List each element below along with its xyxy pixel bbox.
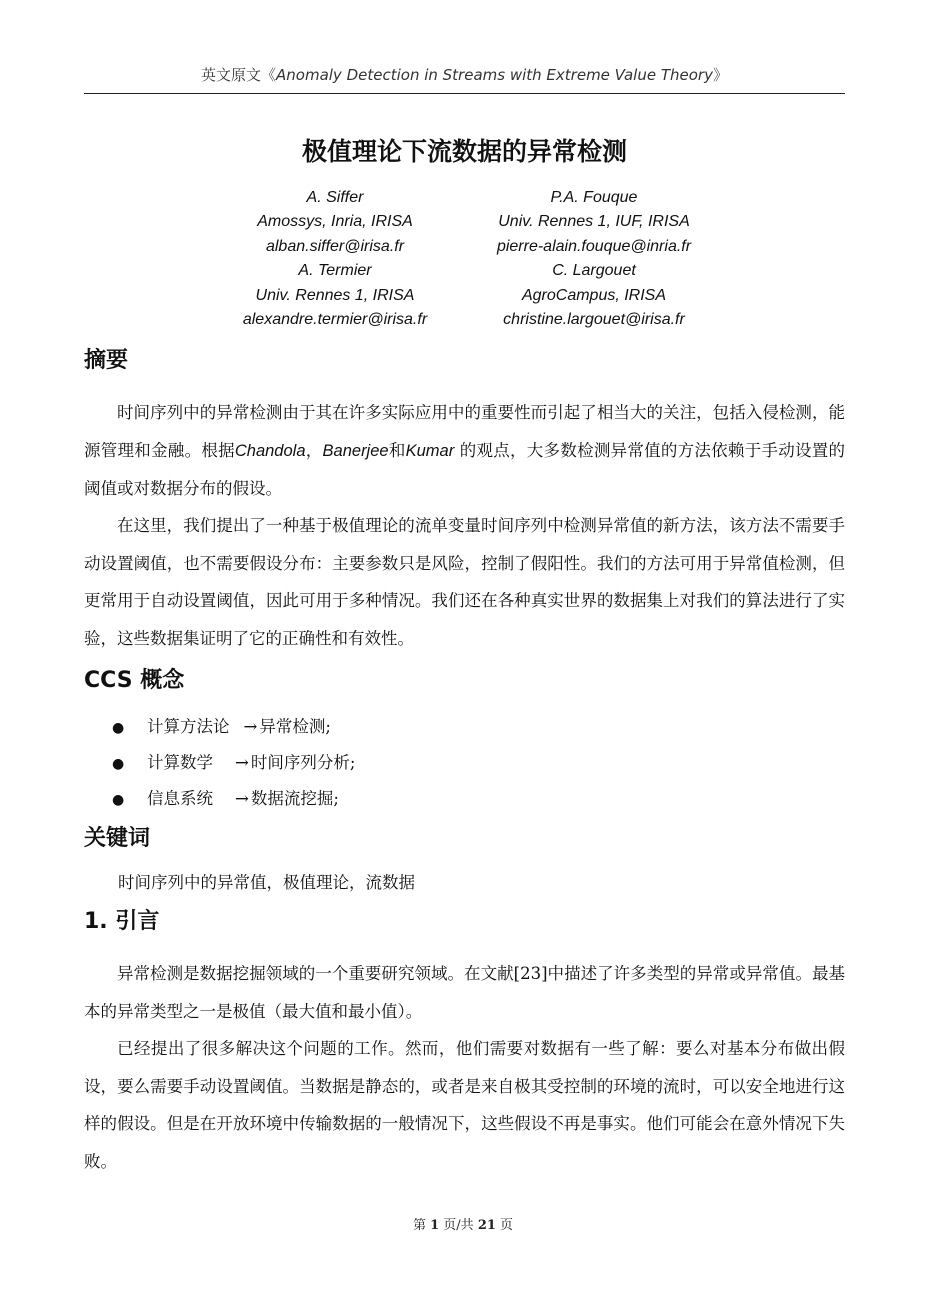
bullet-icon: ● [112,720,125,736]
keywords-heading: 关键词 [84,826,151,851]
intro-paragraph-2: 已经提出了很多解决这个问题的工作。然而，他们需要对数据有一些了解：要么对基本分布做出假设，要么需要手动设置阈值。当数据是静态的，或者是来自极其受控制的环境的流时，可以安全地进行这样的假设。但是在开放环境中传输数据的一般情况下，这些假设不再是事实。他们可能会在意外情况下失败。 [84,1039,845,1171]
author-name: C. Largouet [552,262,636,280]
abstract-heading: 摘要 [84,348,129,373]
author-affiliation: Univ. Rennes 1, IUF, IRISA [498,213,690,231]
author-column-right [475,186,713,332]
abstract-paragraph-1: 时间序列中的异常检测由于其在许多实际应用中的重要性而引起了相当大的关注，包括入侵检测，能源管理和金融。根据Chandola，Banerjee和Kumar 的观点，大多数检测异常值的方法依赖于手动设置的阈值或对数据分布的假设。 [84,403,846,498]
author-affiliation: AgroCampus, IRISA [521,286,667,304]
author-name: P.A. Fouque [550,189,638,206]
author-email: pierre-alain.fouque@inria.fr [496,237,692,255]
bullet-icon: ● [112,792,125,808]
header-rule [84,93,845,94]
abstract-paragraph-2: 在这里，我们提出了一种基于极值理论的流单变量时间序列中检测异常值的新方法，该方法不需要手动设置阈值，也不需要假设分布：主要参数只是风险，控制了假阳性。我们的方法可用于异常值检测，但更常用于自动设置阈值，因此可用于多种情况。我们还在各种真实世界的数据集上对我们的算法进行了实验，这些数据集证明了它的正确性和有效性。 [84,516,845,648]
author-name: A. Siffer [306,189,364,206]
page-total: 21 [477,1218,496,1233]
ccs-item: ● 计算方法论 → 异常检测; [112,717,331,736]
author-email: alexandre.termier@irisa.fr [242,311,428,329]
author-ref: Kumar [405,441,455,460]
original-title: Anomaly Detection in Streams with Extreme Value Theory [276,66,713,84]
arrow-icon: → [243,717,258,736]
paper-title: 极值理论下流数据的异常检测 [301,137,627,166]
author-email: christine.largouet@irisa.fr [503,311,685,329]
bullet-icon: ● [112,756,125,772]
intro-paragraph-1: 异常检测是数据挖掘领域的一个重要研究领域。在文献[23]中描述了许多类型的异常或异常值。最基本的异常类型之一是极值（最大值和最小值）。 [84,964,845,1021]
arrow-icon: → [235,753,249,772]
author-column-left [218,186,452,332]
author-affiliation: Amossys, Inria, IRISA [257,213,413,231]
author-name: A. Termier [298,262,372,280]
author-ref: Banerjee [322,441,389,460]
intro-heading: 1. 引言 [84,909,160,934]
running-header: 英文原文《Anomaly Detection in Streams with Extreme Value Theory》 [201,66,728,84]
author-ref: Chandola [234,441,306,460]
page-number: 1 [430,1218,440,1233]
author-email: alban.siffer@irisa.fr [265,237,405,255]
author-affiliation: Univ. Rennes 1, IRISA [255,286,415,304]
ccs-item: ● 信息系统 → 数据流挖掘; [112,789,339,808]
page-footer: 第 1 页/共 21 页 [412,1218,514,1233]
arrow-icon: → [235,789,249,808]
keywords-text: 时间序列中的异常值，极值理论，流数据 [118,873,415,892]
ccs-item: ● 计算数学 → 时间序列分析; [112,753,356,772]
ccs-heading: CCS 概念 [84,668,185,693]
